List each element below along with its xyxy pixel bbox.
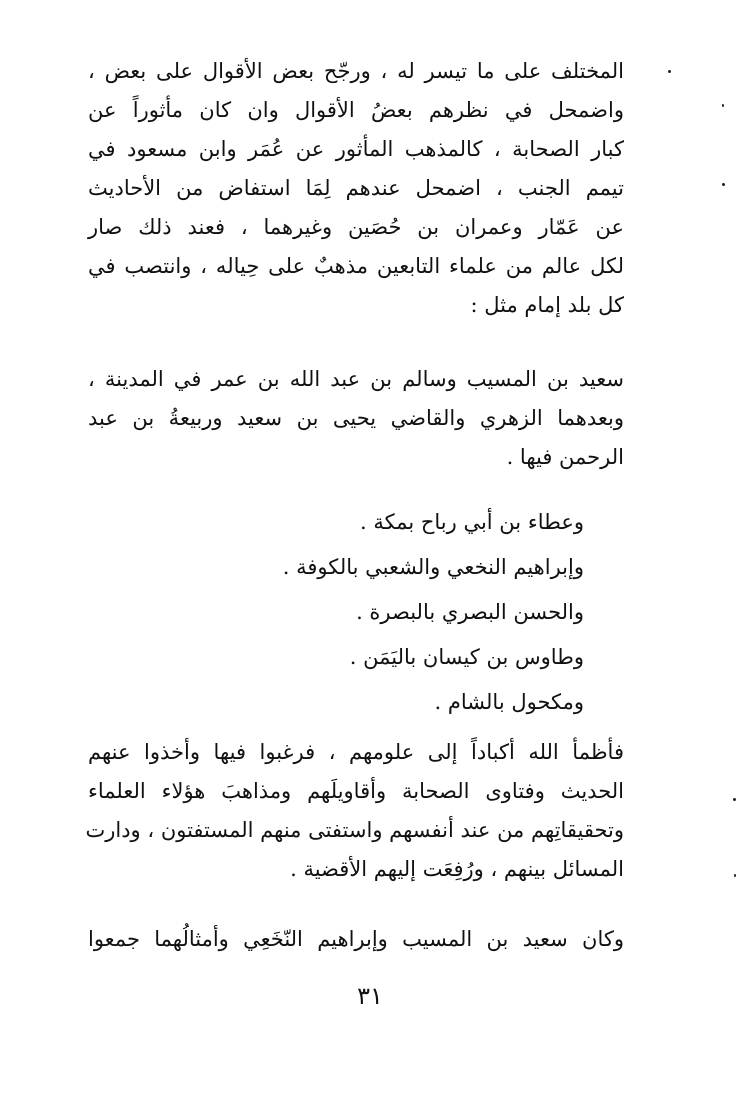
scan-speck	[722, 104, 724, 107]
text-line: عن عَمّار وعمران بن حُصَين وغيرهما ، فعند ذلك صار	[88, 215, 624, 239]
paragraph-4	[88, 920, 624, 959]
list-item: والحسن البصري بالبصرة .	[356, 600, 584, 624]
list-item: وإبراهيم النخعي والشعبي بالكوفة .	[282, 555, 584, 579]
list-item: وطاوس بن كيسان باليَمَن .	[349, 645, 584, 669]
text-line: واضمحل في نظرهم بعضُ الأقوال وان كان مأثوراً عن	[88, 98, 624, 122]
scan-speck	[668, 70, 671, 73]
text-line: كل بلد إمام مثل :	[470, 293, 624, 317]
text-line: كبار الصحابة ، كالمذهب المأثور عن عُمَر وابن مسعود في	[88, 137, 624, 161]
paragraph-3	[85, 733, 624, 889]
text-line: المختلف على ما تيسر له ، ورجّح بعض الأقوال على بعض ،	[88, 59, 624, 83]
list-item: ومكحول بالشام .	[434, 690, 584, 714]
text-line: تيمم الجنب ، اضمحل عندهم لِمَا استفاض من الأحاديث	[88, 176, 624, 200]
list-item: وعطاء بن أبي رباح بمكة .	[359, 510, 584, 534]
scan-speck	[734, 874, 736, 877]
text-line: لكل عالم من علماء التابعين مذهبٌ على حِياله ، وانتصب في	[88, 254, 624, 278]
text-line: فأظمأ الله أكباداً إلى علومهم ، فرغبوا فيها وأخذوا عنهم	[88, 740, 624, 764]
paragraph-2	[88, 360, 624, 477]
text-line: وكان سعيد بن المسيب وإبراهيم النّخَعِي وأمثالُهما جمعوا	[88, 927, 624, 951]
text-line: الحديث وفتاوى الصحابة وأقاويلَهم ومذاهبَ هؤلاء العلماء	[88, 779, 624, 803]
scholars-list	[164, 500, 584, 725]
page-number: ٣١	[357, 982, 383, 1010]
text-line: سعيد بن المسيب وسالم بن عبد الله بن عمر في المدينة ،	[88, 367, 624, 391]
text-line: المسائل بينهم ، ورُفِعَت إليهم الأقضية .	[290, 857, 624, 881]
text-line: وبعدهما الزهري والقاضي يحيى بن سعيد وربيعةُ بن عبد	[88, 406, 624, 430]
paragraph-1	[88, 52, 624, 325]
scan-speck	[722, 183, 725, 186]
text-line: وتحقيقاتِهم من عند أنفسهم واستفتى منهم المستفتون ، ودارت	[85, 818, 624, 842]
text-line: الرحمن فيها .	[506, 445, 624, 469]
scan-speck	[733, 798, 736, 801]
